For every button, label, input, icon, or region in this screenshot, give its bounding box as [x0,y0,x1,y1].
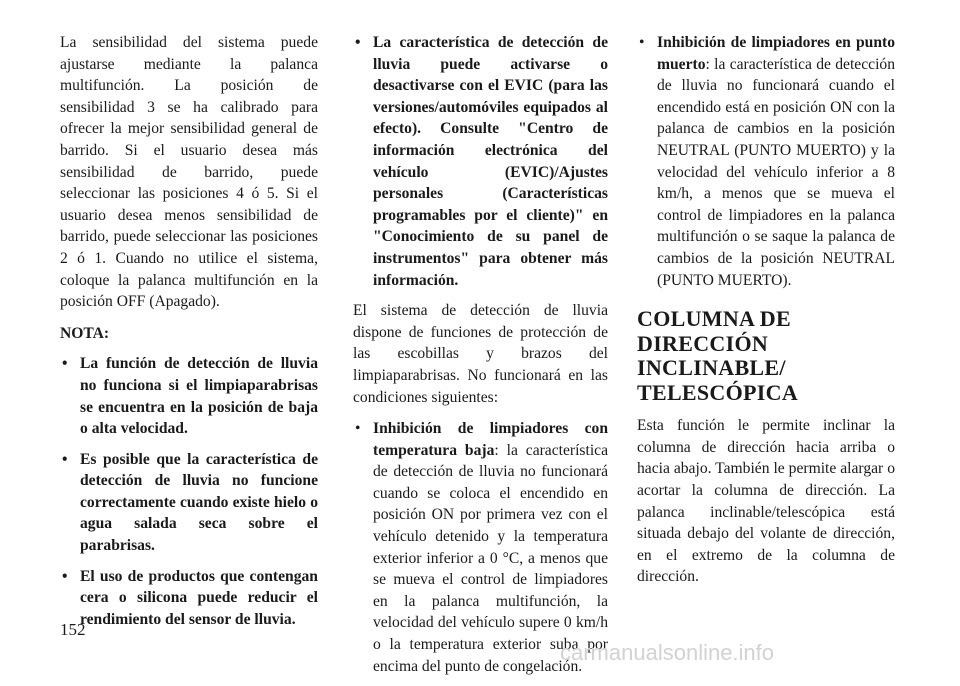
neutral-text: : la característica de detección de lluvia no funcionará cuando el encendido está en posición ON con la palanca de cambios en la posición NEUTRAL (PUNTO MUERTO) y la velocidad del vehículo inferior a 8 km/h, a menos que se mueva el control de limpiadores en la palanca multifunción o se saque la palanca de cambios de la posición NEUTRAL (PUNTO MUERTO). [657,55,895,289]
evic-bullet: • La característica de detección de lluvia puede activarse o desactivarse con el EVIC (para las versiones/automóviles equipados al efecto). Consulte "Centro de información electrónica del vehículo (EVIC)/Ajustes personales (Características programables por el cliente)" en "Conocimiento de su panel de instrumentos" para obtener más información. [353,32,608,291]
sensitivity-paragraph: La sensibilidad del sistema puede ajustarse mediante la palanca multifunción. La posición de sensibilidad 3 se ha calibrado para ofrecer la mejor sensibilidad general de barrido. Si el usuario desea más sensibilidad de barrido, puede seleccionar las posiciones 4 ó 5. Si el usuario desea menos sensibilidad de barrido, puede seleccionar las posiciones 2 ó 1. Cuando no utilice el sistema, coloque la palanca multifunción en la posición OFF (Apagado). [60,34,318,311]
evic-bullet-list [353,32,608,291]
page-number: 152 [60,620,86,639]
note-bullet-3: • El uso de productos que contengan cera o silicona puede reducir el rendimiento del sensor de lluvia. [60,566,318,631]
low-temp-title: Inhibición de limpiadores con temperatura baja [373,420,608,459]
column-middle [353,32,608,686]
watermark-text: carmanualsonline.info [560,640,775,665]
column-right [637,32,895,598]
tilt-telescopic-paragraph: Esta función le permite inclinar la columna de dirección hacia arriba o hacia abajo. También le permite alargar o acortar la columna de dirección. La palanca inclinable/telescópica está situada debajo del volante de dirección, en el extremo de la columna de dirección. [637,417,895,586]
note-bullet-list [60,353,318,630]
heading-line-2: DIRECCIÓN [637,330,769,356]
conditions-bullet-list [353,418,608,677]
heading-line-1: COLUMNA DE [637,306,791,332]
heading-line-4: TELESCÓPICA [637,379,799,405]
section-heading [637,307,895,405]
protection-paragraph: El sistema de detección de lluvia dispone de funciones de protección de las escobillas y brazos del limpiaparabrisas. No funcionará en las condiciones siguientes: [353,302,608,406]
low-temp-text: : la característica de detección de lluvia no funcionará cuando se coloca el encendido en posición ON por primera vez con el vehículo detenido y la temperatura exterior inferior a 0 °C, a menos que se mueva el control de limpiadores en la palanca multifunción, la velocidad del vehículo supere 0 km/h o la temperatura exterior suba por encima del punto de congelación. [373,441,609,675]
neutral-bullet [637,32,895,291]
note-label: NOTA: [60,324,110,342]
column-left [60,32,318,639]
neutral-title: Inhibición de limpiadores en punto muerto [657,34,895,73]
heading-line-3: INCLINABLE/ [637,355,786,381]
note-bullet-2: • Es posible que la característica de detección de lluvia no funcione correctamente cuando existe hielo o agua salada seca sobre el parabrisas. [60,449,318,557]
low-temp-bullet [353,418,608,677]
note-bullet-1: • La función de detección de lluvia no funciona si el limpiaparabrisas se encuentra en la posición de baja o alta velocidad. [60,353,318,439]
neutral-bullet-list [637,32,895,291]
